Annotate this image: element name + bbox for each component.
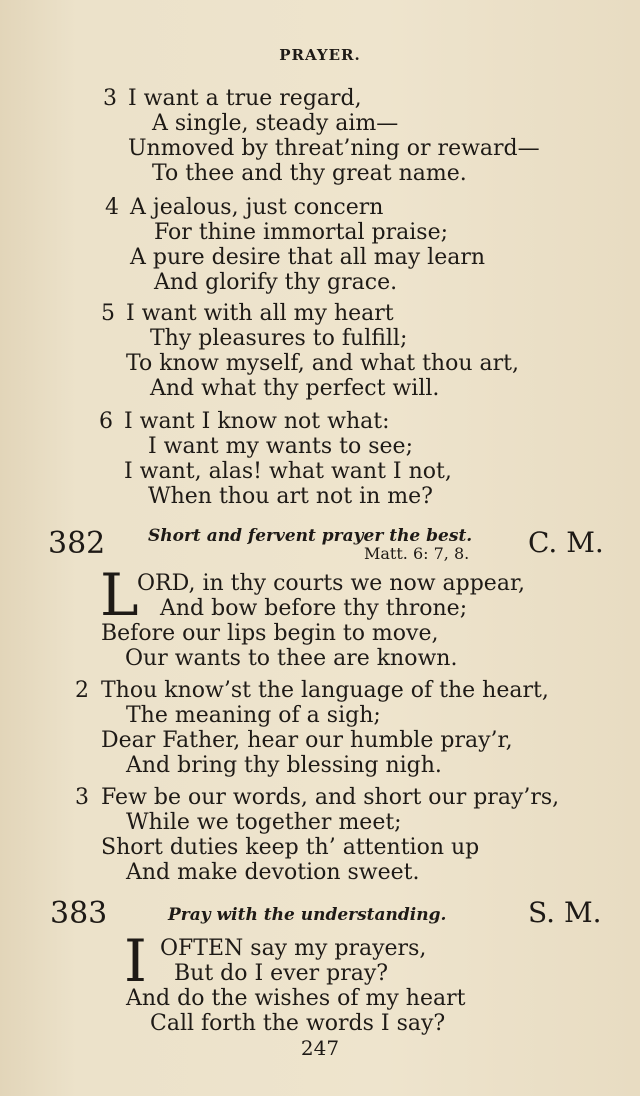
verse-number: 6 xyxy=(99,409,113,434)
verse-line: And do the wishes of my heart xyxy=(126,986,466,1011)
verse-line: To thee and thy great name. xyxy=(152,161,467,186)
verse-number: 3 xyxy=(75,785,89,810)
verse-line: I want, alas! what want I not, xyxy=(124,459,452,484)
verse-number: 3 xyxy=(103,86,117,111)
hymn-number: 383 xyxy=(50,896,108,931)
verse-line: Dear Father, hear our humble pray’r, xyxy=(101,728,513,753)
running-head: PRAYER. xyxy=(279,46,361,64)
hymn-title: Short and fervent prayer the best. xyxy=(148,526,473,546)
verse-line: Call forth the words I say? xyxy=(150,1011,446,1036)
drop-cap: I xyxy=(124,927,147,995)
verse-line: ORD, in thy courts we now appear, xyxy=(137,571,526,596)
hymn-meter: S. M. xyxy=(528,896,602,929)
verse-number: 5 xyxy=(101,301,115,326)
verse-line: Thou know’st the language of the heart, xyxy=(101,678,549,703)
verse-line: I want I know not what: xyxy=(124,409,390,434)
hymn-meter: C. M. xyxy=(528,526,604,559)
verse-line: I want a true regard, xyxy=(128,86,362,111)
verse-line: Before our lips begin to move, xyxy=(101,621,439,646)
verse-line: A jealous, just concern xyxy=(130,195,384,220)
verse-line: Thy pleasures to fulfill; xyxy=(150,326,408,351)
verse-line: And make devotion sweet. xyxy=(126,860,420,885)
verse-number: 2 xyxy=(75,678,89,703)
verse-line: For thine immortal praise; xyxy=(154,220,449,245)
verse-line: And bring thy blessing nigh. xyxy=(126,753,442,778)
verse-line: While we together meet; xyxy=(126,810,402,835)
verse-line: Few be our words, and short our pray’rs, xyxy=(101,785,560,810)
verse-line: I want my wants to see; xyxy=(148,434,413,459)
verse-line: A single, steady aim— xyxy=(152,111,399,136)
verse-line: But do I ever pray? xyxy=(174,961,389,986)
verse-number: 4 xyxy=(105,195,119,220)
verse-line: OFTEN say my prayers, xyxy=(160,936,427,961)
verse-line: Unmoved by threat’ning or reward— xyxy=(128,136,540,161)
verse-line: To know myself, and what thou art, xyxy=(126,351,519,376)
hymn-title: Pray with the understanding. xyxy=(168,905,447,925)
hymn-number: 382 xyxy=(48,526,106,561)
page-number: 247 xyxy=(300,1036,340,1060)
verse-line: I want with all my heart xyxy=(126,301,394,326)
verse-line: A pure desire that all may learn xyxy=(130,245,486,270)
verse-line: Our wants to thee are known. xyxy=(125,646,458,671)
verse-line: The meaning of a sigh; xyxy=(126,703,381,728)
verse-line: When thou art not in me? xyxy=(148,484,433,509)
verse-line: Short duties keep th’ attention up xyxy=(101,835,480,860)
verse-line: And bow before thy throne; xyxy=(160,596,468,621)
verse-line: And what thy perfect will. xyxy=(150,376,440,401)
verse-line: And glorify thy grace. xyxy=(154,270,398,295)
scripture-reference: Matt. 6: 7, 8. xyxy=(364,544,470,563)
drop-cap: L xyxy=(100,561,139,629)
